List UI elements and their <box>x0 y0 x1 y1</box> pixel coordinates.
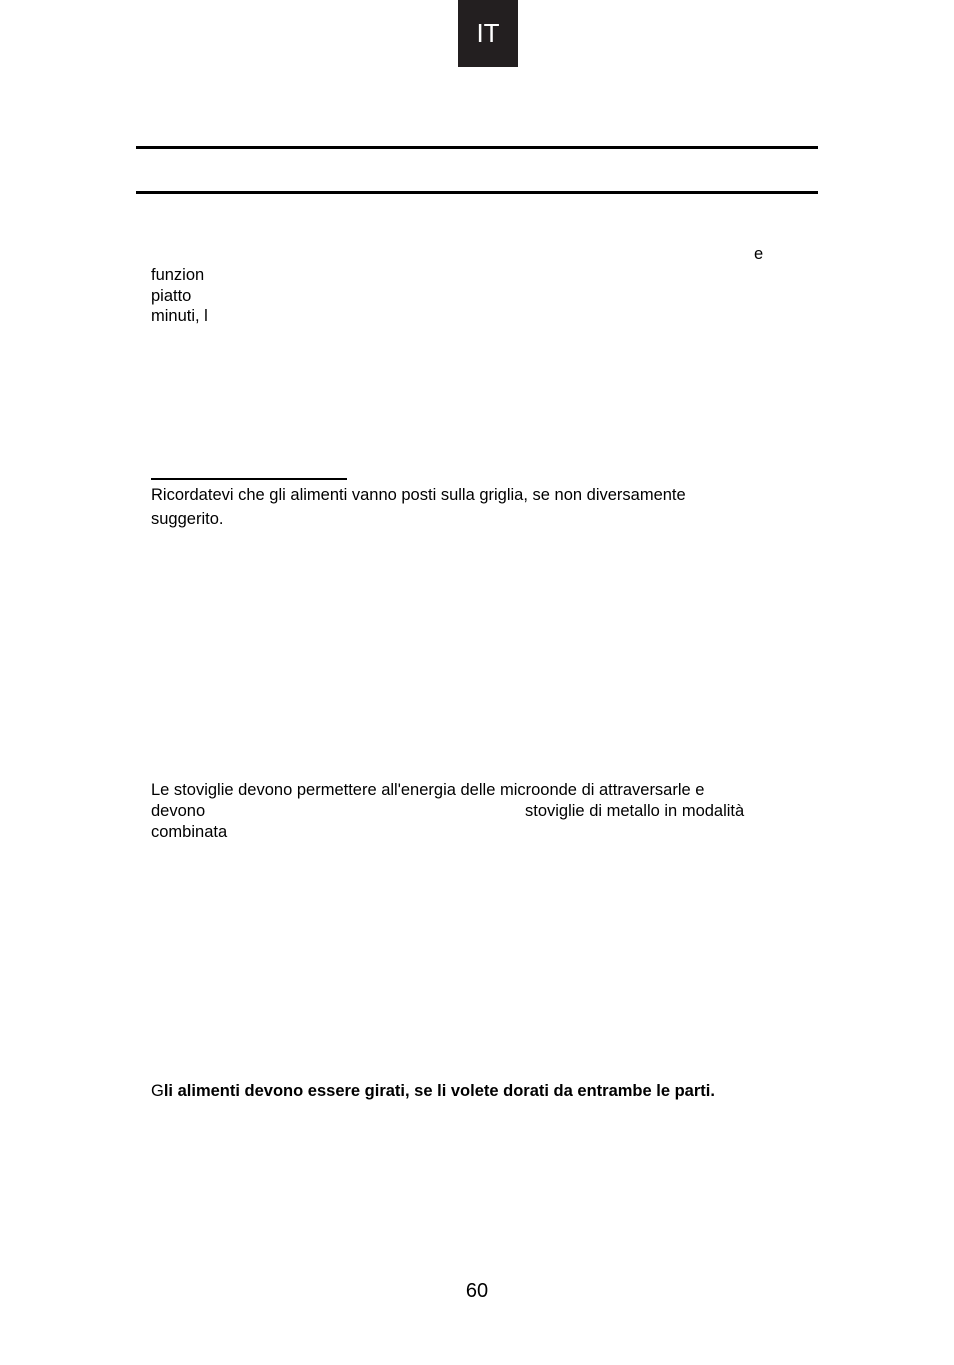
title-rule-bottom <box>136 191 818 194</box>
paragraph-line: Ricordatevi che gli alimenti vanno posti sulla griglia, se non diversamente <box>151 486 686 504</box>
paragraph-line: combinata <box>151 823 228 841</box>
fragment-line: piatto <box>151 287 192 305</box>
fragment-line: funzion <box>151 266 205 284</box>
subheading-underline <box>151 478 347 480</box>
language-tab-label: IT <box>476 18 500 48</box>
bold-note-initial: G <box>151 1082 164 1100</box>
paragraph-line: suggerito. <box>151 510 224 528</box>
paragraph-line: devono <box>151 802 206 820</box>
title-rule-top <box>136 146 818 149</box>
fragment-line: minuti, l <box>151 307 208 325</box>
bold-note-text: li alimenti devono essere girati, se li volete dorati da entrambe le parti. <box>163 1082 715 1100</box>
fragment-e: e <box>754 245 764 263</box>
bold-note <box>151 1081 715 1102</box>
paragraph-line: Le stoviglie devono permettere all'energia delle microonde di attraversarle e <box>151 781 705 799</box>
language-tab <box>458 0 518 67</box>
page-number: 60 <box>465 1280 489 1302</box>
paragraph-line: stoviglie di metallo in modalità <box>525 802 745 820</box>
